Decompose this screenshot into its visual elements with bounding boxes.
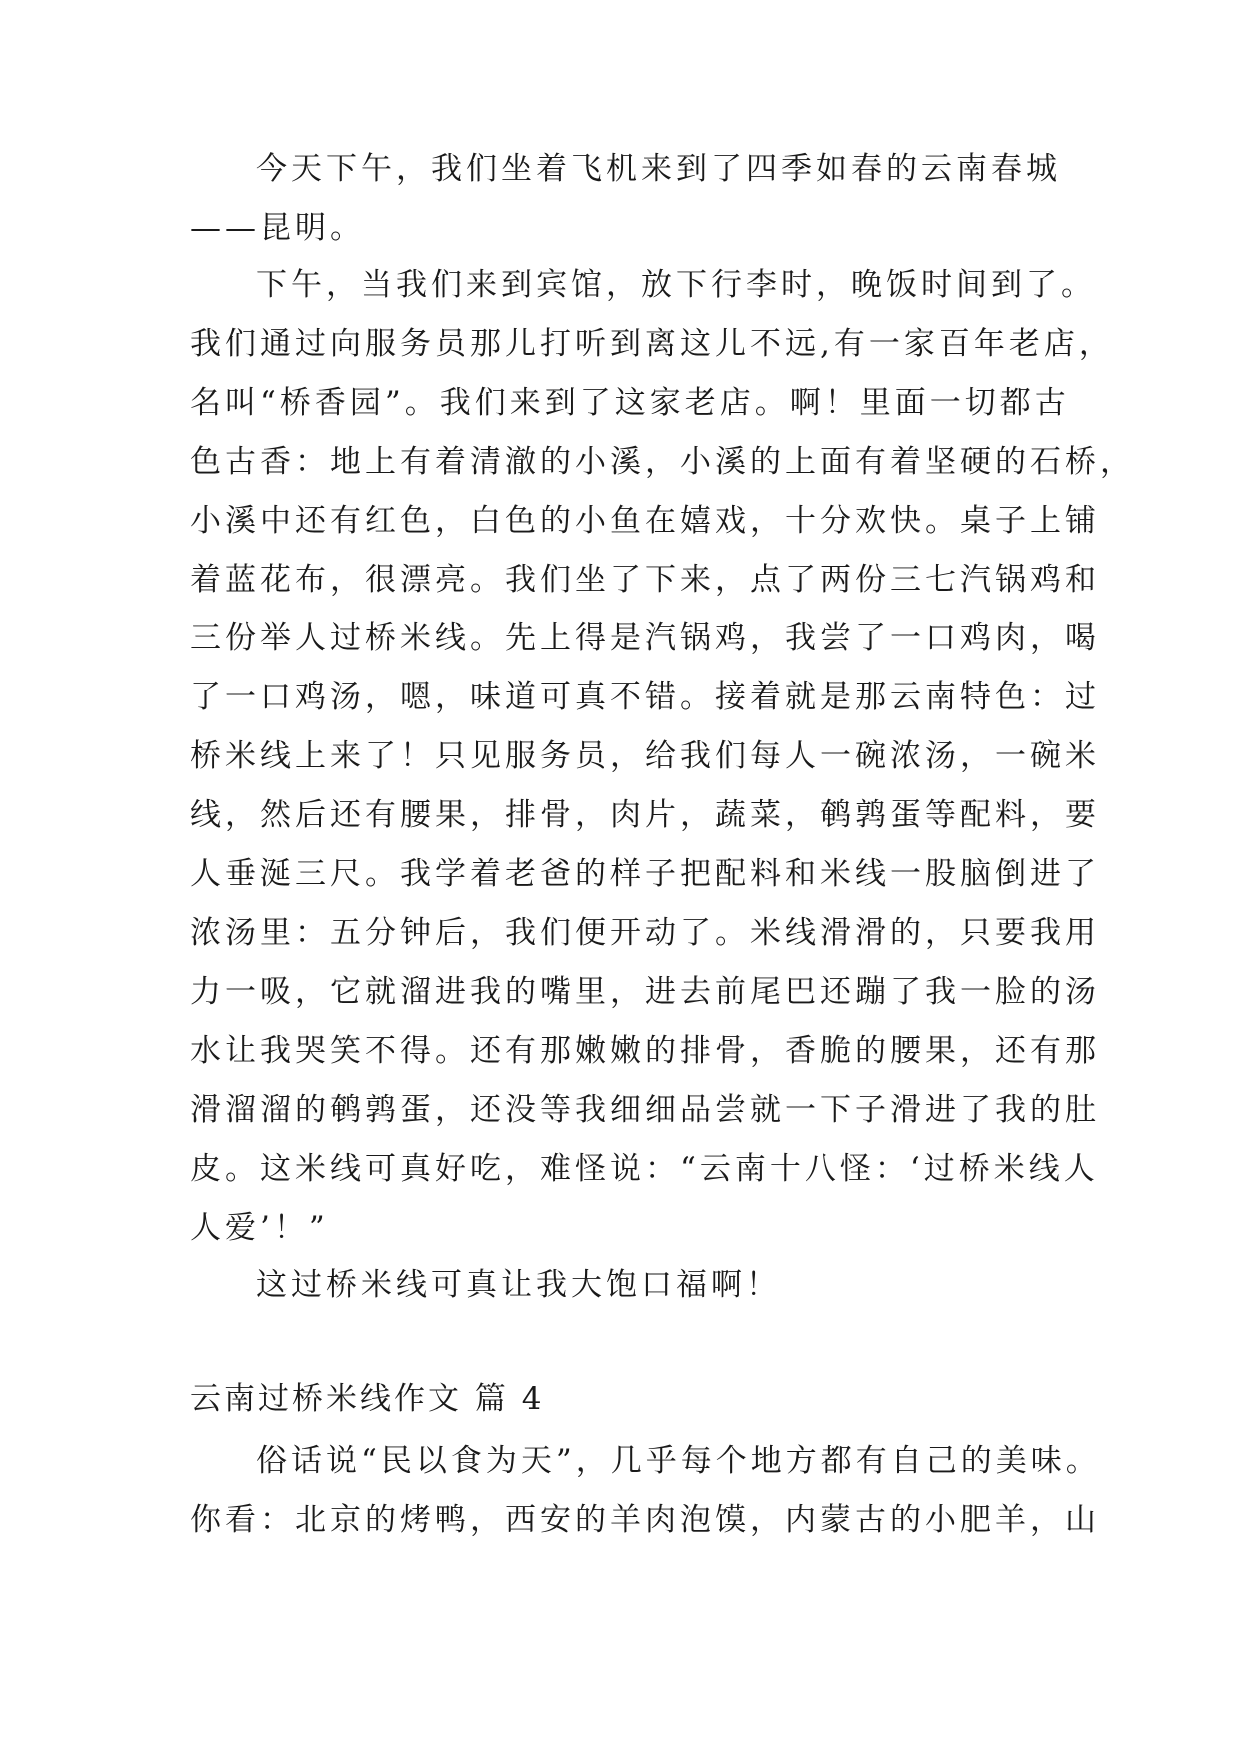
text-line: 着蓝花布，很漂亮。我们坐了下来，点了两份三七汽锅鸡和 <box>190 561 1100 598</box>
text-line: 桥米线上来了！只见服务员，给我们每人一碗浓汤，一碗米 <box>190 738 1100 775</box>
text-line: 水让我哭笑不得。还有那嫩嫩的排骨，香脆的腰果，还有那 <box>190 1032 1100 1069</box>
text-line: 俗话说“民以食为天”，几乎每个地方都有自己的美味。 <box>256 1443 1101 1479</box>
text-line: 你看：北京的烤鸭，西安的羊肉泡馍，内蒙古的小肥羊，山 <box>190 1501 1100 1538</box>
paragraph-4 <box>190 1432 1101 1550</box>
text-line: 小溪中还有红色，白色的小鱼在嬉戏，十分欢快。桌子上铺 <box>190 502 1100 539</box>
text-line: 色古香：地上有着清澈的小溪，小溪的上面有着坚硬的石桥， <box>190 443 1135 480</box>
text-line: 这过桥米线可真让我大饱口福啊！ <box>256 1267 781 1303</box>
text-line: 下午，当我们来到宾馆，放下行李时，晚饭时间到了。 <box>256 267 1096 303</box>
paragraph-1 <box>190 140 1070 258</box>
text-line: 滑溜溜的鹌鹑蛋，还没等我细细品尝就一下子滑进了我的肚 <box>190 1091 1100 1128</box>
text-line: 我们通过向服务员那儿打听到离这儿不远,有一家百年老店， <box>190 325 1114 362</box>
text-line: 了一口鸡汤，嗯，味道可真不错。接着就是那云南特色：过 <box>190 679 1100 716</box>
text-line: 人爱’！” <box>190 1209 329 1246</box>
text-line: 线，然后还有腰果，排骨，肉片，蔬菜，鹌鹑蛋等配料，要 <box>190 797 1100 834</box>
text-line: 力一吸，它就溜进我的嘴里，进去前尾巴还蹦了我一脸的汤 <box>190 973 1100 1010</box>
paragraph-3 <box>190 1256 1070 1315</box>
section-heading: 云南过桥米线作文 篇 4 <box>190 1381 545 1417</box>
text-line: 浓汤里：五分钟后，我们便开动了。米线滑滑的，只要我用 <box>190 914 1100 951</box>
text-line: ——昆明。 <box>190 209 365 246</box>
text-line: 名叫“桥香园”。我们来到了这家老店。啊！里面一切都古 <box>190 384 1070 421</box>
paragraph-2 <box>190 256 1135 1257</box>
text-line: 今天下午，我们坐着飞机来到了四季如春的云南春城 <box>256 151 1061 187</box>
text-line: 皮。这米线可真好吃，难怪说：“云南十八怪：‘过桥米线人 <box>190 1150 1099 1187</box>
text-line: 三份举人过桥米线。先上得是汽锅鸡，我尝了一口鸡肉，喝 <box>190 620 1100 657</box>
text-line: 人垂涎三尺。我学着老爸的样子把配料和米线一股脑倒进了 <box>190 856 1100 893</box>
